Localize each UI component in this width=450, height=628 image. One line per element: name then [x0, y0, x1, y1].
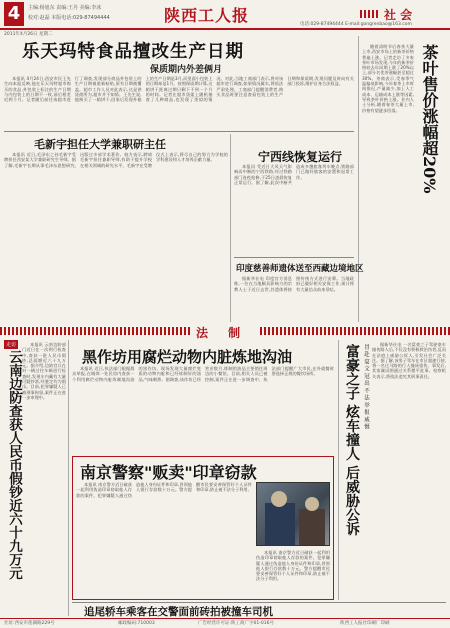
divider	[4, 131, 354, 132]
photo-figure	[299, 509, 325, 546]
section-label: 社 会	[384, 8, 413, 22]
article6-body-side: 本报讯 南京警方近日破获一起利用伪造印章窃取他人存款的案件。犯罪嫌疑人通过伪造他人身份证件和印章,冒领他人银行存款数十万元。警方提醒市民要妥善保管好个人证件和印章,防止被不法分子利用。	[256, 550, 330, 582]
article3-headline: 宁西线恢复运行	[258, 150, 343, 164]
column-divider	[230, 134, 231, 322]
banner-stripes-left	[0, 327, 190, 335]
story-tag: 走访	[6, 342, 17, 348]
footer-postcode: 邮政编码:710003	[118, 621, 155, 626]
masthead-meta: 主编:杨旭东 责编:王丹 美编:李冰	[28, 5, 102, 11]
footer-printer: 陕西工人报社印刷厂印刷	[340, 621, 390, 626]
article6-headline: 南京警察"贩卖"印章窃款	[80, 463, 257, 482]
lead-subheadline: 保质期内外差俩月	[150, 65, 223, 75]
banner-stripes-right	[260, 327, 450, 335]
article3-body: 本报讯 受近日大风天气影响而中断的宁西铁路,经过铁路部门连夜抢修,于25日凌晨恢复正常运行。据了解,此次中断共造成多趟旅客列车晚点,铁路部门已做好旅客的安置和退票工作。	[234, 164, 354, 185]
right-vertical-headline: 富豪之子 炫车撞人 后威胁公诉	[344, 344, 360, 536]
page-footer	[0, 618, 450, 628]
column-divider	[68, 340, 69, 616]
newspaper-logo: 陕西工人报	[164, 6, 250, 25]
masthead	[0, 0, 450, 30]
article2-body: 本报讯 近日,毛泽东之孙毛新宇受聘担任西安某大学兼职研究生导师。据了解,毛新宇长期从事毛泽东思想研究,出版过多部学术著作。校方表示,聘请毛新宇担任兼职导师,有助于提升学校在相关领域的研究水平。毛新宇在受聘仪式上表示,将尽自己的努力为学校的学科建设和人才培养贡献力量。	[4, 152, 228, 168]
article6-body: 本报讯 南京警方近日破获一起利用伪造印章窃取他人存款的案件。犯罪嫌疑人通过伪造他人身份证件和印章,冒领他人银行存款数十万元。警方提醒市民要妥善保管好个人证件和印章,防止被不法分子利用。	[76, 482, 252, 498]
article4-headline: 印度慈善师遗体送至西藏边境地区	[236, 264, 364, 274]
article2-headline: 毛新宇担任大学兼职研主任	[34, 138, 166, 151]
footer-address: 社址:西安市莲湖路229号	[4, 621, 55, 626]
section-stripes	[360, 10, 380, 18]
right-vertical-body: 据新华社电 一名富豪之子驾驶豪车撞伤路人后,不仅没有积极救治伤者,反而在法庭上威胁公诉人,引发社会广泛关注。据了解,该男子驾车在市区超速行驶,将一名过马路的行人撞成重伤。事发后,其家属试图通过关系摆平此事。检察机关表示,将依法追究其刑事责任。	[372, 342, 446, 379]
photo-figure-head	[305, 497, 319, 511]
tea-price-headline: 茶叶售价涨幅超20%	[420, 44, 439, 194]
article5-headline: 黑作坊用腐烂动物内脏炼地沟油	[82, 348, 293, 366]
issue-date: 2011年4月26日 星期二	[4, 32, 53, 37]
left-vertical-body: 本报讯 云南边防部门近日在一次例行检查中,查获一批人民币假钞,总面额近六十九万元。据介绍,边防官兵在对一辆过往车辆进行检查时,发现车内藏有大量可疑钞票,经鉴定均为假币。目前,犯罪嫌疑人已被刑事拘留,案件正在进一步审理中。	[22, 342, 66, 400]
footer-ad-license: 广告经营许可证:陕工商广字01-016号	[198, 621, 274, 626]
news-photo	[256, 482, 330, 546]
right-vertical-subheadline: 冒 赴 宴 文 冠 出 不 法 举 报 威 慑	[363, 344, 369, 430]
photo-figure	[265, 503, 295, 546]
article5-body: 本报讯 近日,执法部门根据群众举报,在城郊一处民房内查获一个利用腐烂动物内脏炼制地沟油的黑作坊。现场发现大量腐烂变质的动物内脏和已经炼制好的油品,气味刺鼻。据调查,该作坊已经营业数月,炼制的油品主要销往周边的小餐馆。目前,相关人员已被控制,案件正在进一步调查中。执法部门提醒广大市民,在外就餐时要选择正规的餐饮场所。	[72, 366, 334, 382]
tea-price-body: 随着清明节后春茶大量上市,西安市场上的新茶价格普遍上涨。记者走访了多家茶叶市场发现,今年的新茶价格较去年同期上涨了20%以上,部分名优茶涨幅甚至超过30%。茶商表示,受春季气温偏低影响,今年春茶上市时间推迟,产量减少,加上人工成本、运输成本上涨等因素,导致茶叶价格上涨。业内人士分析,随着春茶大量上市,价格有望逐步回落。	[362, 44, 414, 113]
section-banner	[0, 324, 450, 338]
column-divider	[338, 340, 339, 600]
divider	[72, 602, 446, 603]
column-divider	[358, 36, 359, 322]
page-number: 4	[4, 2, 24, 26]
article4-body: 据新华社电 印度官方消息称,一位在当地颇具影响力的宗教人士于近日去世,其遗体将按照传统方式进行安葬。当地政府已做好相关安保工作,预计将有大量信众前来吊唁。	[234, 276, 354, 292]
article7-headline: 追尾轿车乘客在交警面前砖拍被撞车司机	[84, 606, 273, 618]
lead-headline: 乐天玛特食品擅改生产日期	[22, 42, 244, 62]
masthead-contact: 电话:029-87494444 E-mail:gongrenbao@163.com	[300, 22, 412, 27]
lead-body: 本报讯 4月24日,西安市民王先生向本报反映,他在乐天玛特超市购买的食品,外包装上标注的生产日期与内包装上的日期不一致,前后相差近两个月。记者随后前往该超市进行了调查,发现部分商品外包装上的生产日期被重新粘贴,原有日期被覆盖。超市工作人员对此表示,这是供货商所为,超市并不知情。王先生说,他购买了一箱饼干,回家后发现外箱上的生产日期是3月,而里面小包装上的日期却是1月。按照保质期计算,这箱饼干距离过期只剩下不到一个月的时间。记者在超市货架上随机抽查了几种商品,也发现了类似的情况。对此,当地工商部门表示,将对该超市进行调查,如果情况属实,将依法严肃处理。工商部门提醒消费者,购买食品时要注意查看包装上的生产日期和保质期,发现问题及时向有关部门投诉,维护自身合法权益。	[4, 76, 354, 103]
divider	[234, 257, 354, 258]
left-vertical-headline: 云南边防查获人民币假钞近六十九万元	[6, 350, 22, 580]
masthead-meta-2: 校对:赵磊 本版电话:029-87494444	[28, 15, 110, 21]
banner-label: 法 制	[196, 326, 249, 340]
photo-figure-head	[271, 491, 287, 507]
